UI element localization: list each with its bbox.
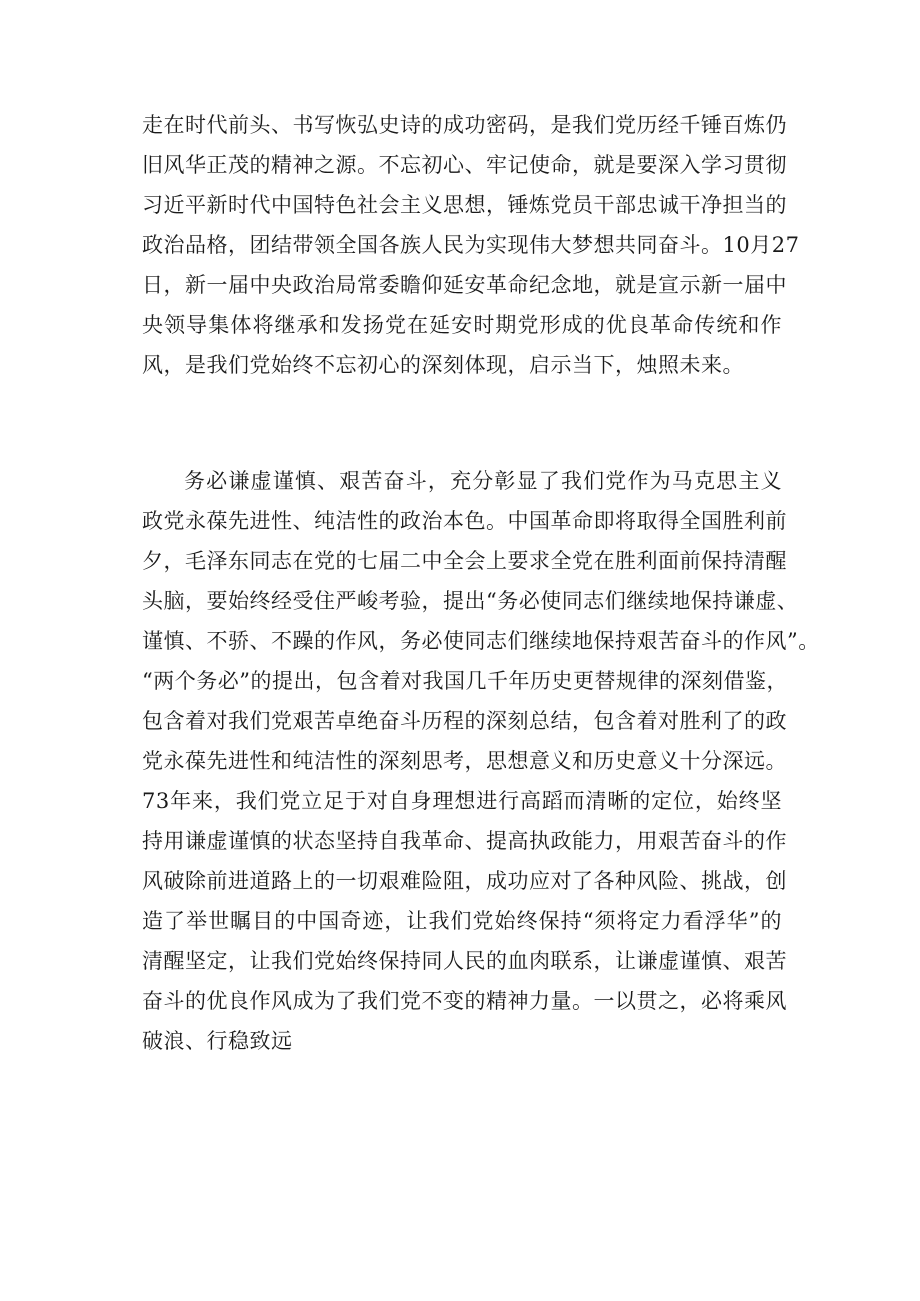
paragraph-2 — [142, 461, 820, 1061]
text-line: 奋斗的优良作风成为了我们党不变的精神力量。一以贯之，必将乘风 — [142, 989, 787, 1013]
text-line: 包含着对我们党艰苦卓绝奋斗历程的深刻总结，包含着对胜利了的政 — [142, 709, 787, 733]
text-line: 政治品格，团结带领全国各族人民为实现伟大梦想共同奋斗。10月27 — [142, 233, 800, 257]
text-line: 持用谦虚谨慎的状态坚持自我革命、提高执政能力，用艰苦奋斗的作 — [142, 829, 787, 853]
text-line: 政党永葆先进性、纯洁性的政治本色。中国革命即将取得全国胜利前 — [142, 509, 787, 533]
text-line: 夕，毛泽东同志在党的七届二中全会上要求全党在胜利面前保持清醒 — [142, 549, 787, 573]
text-line: 风，是我们党始终不忘初心的深刻体现，启示当下，烛照未来。 — [142, 353, 744, 377]
text-line: 破浪、行稳致远 — [142, 1029, 293, 1053]
text-line: 风破除前进道路上的一切艰难险阻，成功应对了各种风险、挑战，创 — [142, 869, 787, 893]
text-line: 谨慎、不骄、不躁的作风，务必使同志们继续地保持艰苦奋斗的作风”。 — [142, 629, 820, 653]
text-line: 造了举世瞩目的中国奇迹，让我们党始终保持“须将定力看浮华”的 — [142, 909, 782, 933]
paragraph-1 — [142, 105, 800, 385]
text-line: 党永葆先进性和纯洁性的深刻思考，思想意义和历史意义十分深远。 — [142, 749, 787, 773]
text-line: 旧风华正茂的精神之源。不忘初心、牢记使命，就是要深入学习贯彻 — [142, 153, 787, 177]
text-line: 央领导集体将继承和发扬党在延安时期党形成的优良革命传统和作 — [142, 313, 782, 337]
text-line: 务必谦虚谨慎、艰苦奋斗，充分彰显了我们党作为马克思主义 — [184, 469, 782, 493]
text-line: 走在时代前头、书写恢弘史诗的成功密码，是我们党历经千锤百炼仍 — [142, 113, 787, 137]
text-line: 73年来，我们党立足于对自身理想进行高蹈而清晰的定位，始终坚 — [142, 789, 782, 813]
text-line: 头脑，要始终经受住严峻考验，提出“务必使同志们继续地保持谦虚、 — [142, 589, 799, 613]
text-line: “两个务必”的提出，包含着对我国几千年历史更替规律的深刻借鉴， — [142, 669, 788, 693]
text-line: 习近平新时代中国特色社会主义思想，锤炼党员干部忠诚干净担当的 — [142, 193, 787, 217]
text-line: 日，新一届中央政治局常委瞻仰延安革命纪念地，就是宣示新一届中 — [142, 273, 787, 297]
text-line: 清醒坚定，让我们党始终保持同人民的血肉联系，让谦虚谨慎、艰苦 — [142, 949, 787, 973]
